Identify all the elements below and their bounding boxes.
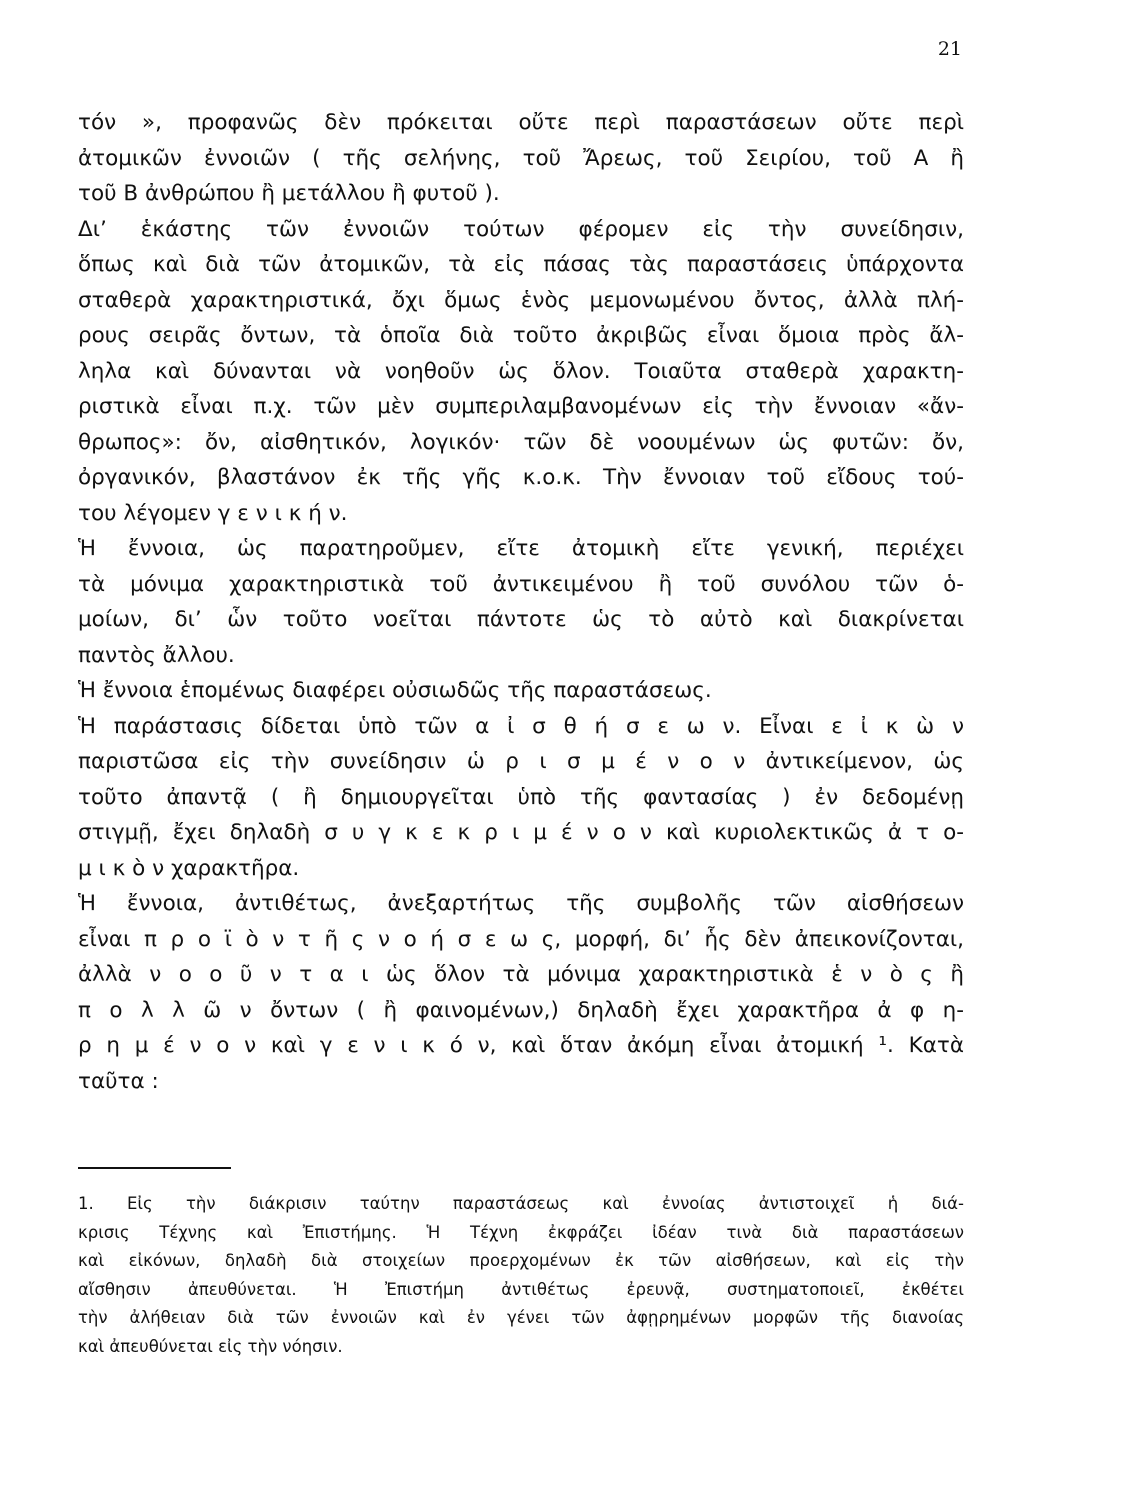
- text-line: Ἡ ἔννοια ἑπομένως διαφέρει οὐσιωδῶς τῆς παραστάσεως.: [78, 678, 712, 703]
- text-line: εἶναι π ρ ο ϊ ὸ ν τ ῆ ς ν ο ή σ ε ω ς, μορφή, δι’ ἧς δὲν ἀπεικονίζονται,: [78, 926, 964, 952]
- text-line: π ο λ λ ῶ ν ὄντων ( ἢ φαινομένων,) δηλαδὴ ἔχει χαρακτῆρα ἀ φ η-: [78, 997, 964, 1023]
- text-line: ρους σειρᾶς ὄντων, τὰ ὁποῖα διὰ τοῦτο ἀκριβῶς εἶναι ὅμοια πρὸς ἄλ-: [78, 323, 964, 348]
- text-line: Ἡ παράστασις δίδεται ὑπὸ τῶν α ἰ σ θ ή σ ε ω ν. Εἶναι ε ἰ κ ὼ ν: [78, 713, 964, 739]
- footnote: [78, 1190, 964, 1361]
- text-line: ὀργανικόν, βλαστάνον ἐκ τῆς γῆς κ.ο.κ. Τὴν ἔννοιαν τοῦ εἴδους τού-: [78, 465, 964, 490]
- footnote-line: καὶ εἰκόνων, δηλαδὴ διὰ στοιχείων προερχομένων ἐκ τῶν αἰσθήσεων, καὶ εἰς τὴν: [78, 1251, 964, 1270]
- text-line: τοῦτο ἀπαντᾷ ( ἢ δημιουργεῖται ὑπὸ τῆς φαντασίας ) ἐν δεδομένῃ: [78, 784, 964, 810]
- footnote-line: καὶ ἀπευθύνεται εἰς τὴν νόησιν.: [78, 1336, 343, 1356]
- page-number: 21: [937, 38, 962, 60]
- footnote-line: τὴν ἀλήθειαν διὰ τῶν ἐννοιῶν καὶ ἐν γένει τῶν ἀφῃρημένων μορφῶν τῆς διανοίας: [78, 1308, 964, 1327]
- footnote-line: αἴσθησιν ἀπευθύνεται. Ἡ Ἐπιστήμη ἀντιθέτως ἐρευνᾷ, συστηματοποιεῖ, ἐκθέτει: [78, 1279, 964, 1299]
- text-line: τὰ μόνιμα χαρακτηριστικὰ τοῦ ἀντικειμένου ἢ τοῦ συνόλου τῶν ὁ-: [78, 571, 964, 597]
- text-line: ὅπως καὶ διὰ τῶν ἀτομικῶν, τὰ εἰς πάσας τὰς παραστάσεις ὑπάρχοντα: [78, 252, 964, 277]
- text-line: Ἡ ἔννοια, ἀντιθέτως, ἀνεξαρτήτως τῆς συμβολῆς τῶν αἰσθήσεων: [78, 891, 964, 916]
- text-line: ρ η μ έ ν ο ν καὶ γ ε ν ι κ ό ν, καὶ ὅταν ἀκόμη εἶναι ἀτομική ¹. Κατὰ: [78, 1033, 964, 1058]
- text-line: ἀλλὰ ν ο ο ῦ ν τ α ι ὡς ὅλον τὰ μόνιμα χαρακτηριστικὰ ἑ ν ὸ ς ἢ: [78, 962, 964, 987]
- text-line: σταθερὰ χαρακτηριστικά, ὄχι ὅμως ἑνὸς μεμονωμένου ὄντος, ἀλλὰ πλή-: [78, 287, 964, 313]
- text-line: τοῦ Β ἀνθρώπου ἢ μετάλλου ἢ φυτοῦ ).: [78, 181, 500, 206]
- main-text: [78, 105, 964, 1099]
- text-line: μοίων, δι’ ὧν τοῦτο νοεῖται πάντοτε ὡς τὸ αὐτὸ καὶ διακρίνεται: [78, 607, 964, 632]
- text-line: ταῦτα :: [78, 1068, 159, 1094]
- text-line: θρωπος»: ὄν, αἰσθητικόν, λογικόν· τῶν δὲ νοουμένων ὡς φυτῶν: ὄν,: [78, 429, 964, 455]
- footnote-line: κρισις Τέχνης καὶ Ἐπιστήμης. Ἡ Τέχνη ἐκφράζει ἰδέαν τινὰ διὰ παραστάσεων: [78, 1222, 964, 1242]
- text-line: παντὸς ἄλλου.: [78, 642, 235, 668]
- text-line: μ ι κ ὸ ν χαρακτῆρα.: [78, 855, 300, 881]
- text-line: τόν », προφανῶς δὲν πρόκειται οὔτε περὶ παραστάσεων οὔτε περὶ: [78, 110, 964, 135]
- text-line: Δι’ ἑκάστης τῶν ἐννοιῶν τούτων φέρομεν εἰς τὴν συνείδησιν,: [78, 216, 964, 242]
- text-line: παριστῶσα εἰς τὴν συνείδησιν ὡ ρ ι σ μ έ ν ο ν ἀντικείμενον, ὡς: [78, 749, 964, 774]
- text-line: στιγμῇ, ἔχει δηλαδὴ σ υ γ κ ε κ ρ ι μ έ ν ο ν καὶ κυριολεκτικῶς ἀ τ ο-: [78, 820, 964, 845]
- text-line: του λέγομεν γ ε ν ι κ ή ν.: [78, 500, 348, 526]
- text-line: ἀτομικῶν ἐννοιῶν ( τῆς σελήνης, τοῦ Ἄρεως, τοῦ Σειρίου, τοῦ Α ἢ: [78, 145, 964, 171]
- footnote-line: 1. Εἰς τὴν διάκρισιν ταύτην παραστάσεως καὶ ἐννοίας ἀντιστοιχεῖ ἡ διά-: [78, 1194, 964, 1213]
- text-line: ριστικὰ εἶναι π.χ. τῶν μὲν συμπεριλαμβανομένων εἰς τὴν ἔννοιαν «ἄν-: [78, 394, 964, 419]
- footnote-divider: [78, 1167, 231, 1169]
- text-line: ληλα καὶ δύνανται νὰ νοηθοῦν ὡς ὅλον. Τοιαῦτα σταθερὰ χαρακτη-: [78, 358, 964, 384]
- text-line: Ἡ ἔννοια, ὡς παρατηροῦμεν, εἴτε ἀτομικὴ εἴτε γενική, περιέχει: [78, 536, 964, 561]
